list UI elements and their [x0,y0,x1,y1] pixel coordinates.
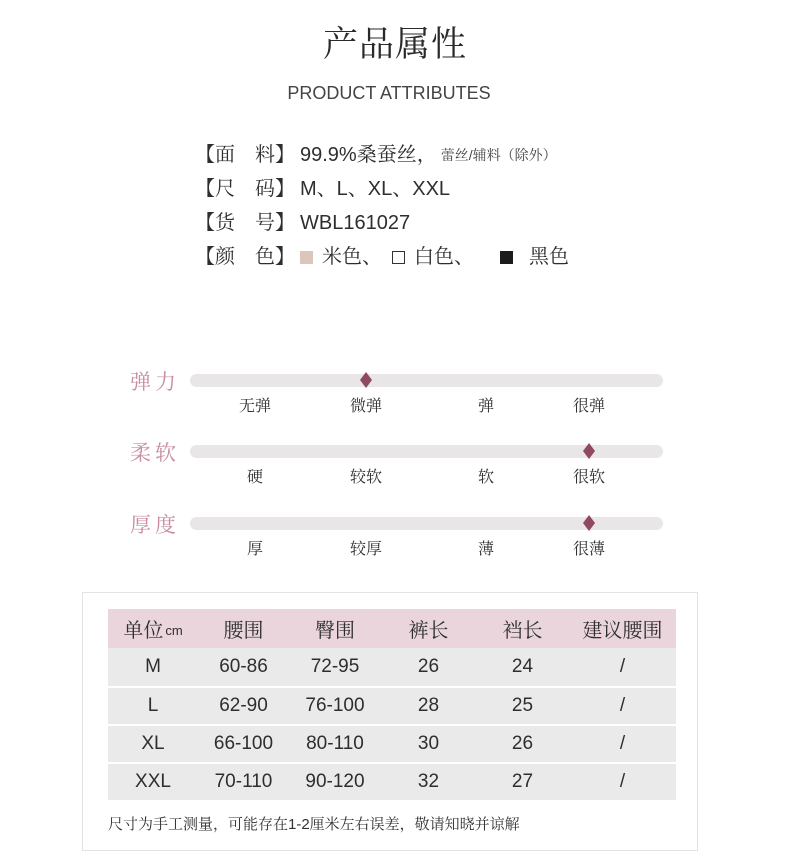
table-cell: 27 [511,771,534,792]
table-row [108,686,676,724]
table-cell: 72-95 [310,656,360,677]
header-cell: 腰围 [223,620,264,642]
table-cell: 26 [417,656,440,677]
attr-label-right: 号】 [255,212,295,234]
slider-label: 厚度 [130,514,180,537]
table-cell: 28 [417,695,440,716]
color-name: 黑色 [529,246,569,268]
slider-tick-label: 较软 [349,469,382,486]
color-option-beige [300,240,382,274]
table-cell: 24 [511,656,534,677]
attr-label [195,240,295,274]
table-row [108,762,676,800]
slider-thickness [0,503,790,563]
attr-value: WBL161027 [300,212,411,234]
attr-label [195,206,295,240]
page-title: 产品属性 [322,25,467,64]
table-cell: 76-100 [305,695,365,716]
page-subtitle: PRODUCT ATTRIBUTES [287,83,491,103]
table-cell: 90-120 [305,771,365,792]
diamond-marker-icon [360,372,372,388]
attr-label-left: 【尺 [195,178,235,200]
attr-label-left: 【颜 [195,246,235,268]
attr-row-size [195,172,569,206]
size-table [108,609,676,800]
table-cell: XL [141,733,165,754]
table-cell: 80-110 [306,733,364,754]
table-cell: 30 [417,733,440,754]
attr-label-right: 料】 [255,144,295,166]
attr-label-right: 码】 [255,178,295,200]
table-cell: 32 [417,771,440,792]
slider-tick-label: 微弹 [349,398,382,415]
table-cell: / [619,771,626,792]
table-cell: 26 [511,733,534,754]
table-cell: 62-90 [219,695,268,716]
attr-label-left: 【货 [195,212,235,234]
color-swatch [392,251,405,264]
header-cell-unit [108,609,198,648]
table-row [108,648,676,686]
attr-note: 蕾丝/辅料（除外） [440,147,557,163]
color-swatch [300,251,313,264]
slider-tick-label: 厚 [246,541,263,558]
attr-row-fabric [195,138,569,172]
table-cell: / [619,695,626,716]
attr-label-right: 色】 [255,246,295,268]
table-footnote: 尺寸为手工测量，可能存在1-2厘米左右误差，敬请知晓并谅解 [108,816,520,833]
slider-tick-label: 硬 [246,469,263,486]
table-cell: M [145,656,161,677]
table-cell: 66-100 [213,733,274,754]
attr-row-item-number [195,206,569,240]
color-options [300,240,569,274]
color-name: 米色、 [322,246,382,268]
table-row [108,724,676,762]
slider-tick-label: 很软 [572,469,605,486]
slider-elasticity [0,360,790,420]
unit-label: 单位 [123,620,164,642]
color-option-black [500,240,569,274]
color-swatch [500,251,513,264]
slider-track [190,374,663,387]
size-table-card [82,592,698,851]
slider-label: 柔软 [130,442,180,465]
slider-tick-label: 无弹 [238,398,271,415]
attribute-list [195,138,569,274]
diamond-marker-icon [583,443,595,459]
attr-label [195,172,295,206]
table-cell: XXL [135,771,171,792]
attr-label [195,138,295,172]
slider-tick-label: 软 [477,469,494,486]
slider-label: 弹力 [130,371,180,394]
attr-value: M、L、XL、XXL [300,178,451,200]
unit: cm [165,622,183,638]
table-cell: L [147,695,159,716]
header-cell: 建议腰围 [582,620,663,642]
slider-tick-label: 很薄 [572,541,605,558]
color-option-white [392,240,474,274]
slider-tick-label: 很弹 [572,398,605,415]
slider-tick-label: 较厚 [349,541,382,558]
slider-tick-label: 薄 [477,541,494,558]
header-cell: 裤长 [408,620,449,642]
attr-label-left: 【面 [195,144,235,166]
diamond-marker-icon [583,515,595,531]
color-name: 白色、 [414,246,474,268]
table-cell: 70-110 [214,771,273,792]
slider-tick-label: 弹 [477,398,494,415]
table-header-row [108,609,676,648]
header-cell: 臀围 [315,620,355,642]
table-cell: / [619,733,626,754]
header-cell: 裆长 [502,620,543,642]
attr-row-color [195,240,569,274]
table-cell: / [619,656,626,677]
attr-value: 99.9%桑蚕丝， [300,144,437,166]
table-cell: 60-86 [219,656,268,677]
table-cell: 25 [511,695,534,716]
slider-softness [0,431,790,491]
